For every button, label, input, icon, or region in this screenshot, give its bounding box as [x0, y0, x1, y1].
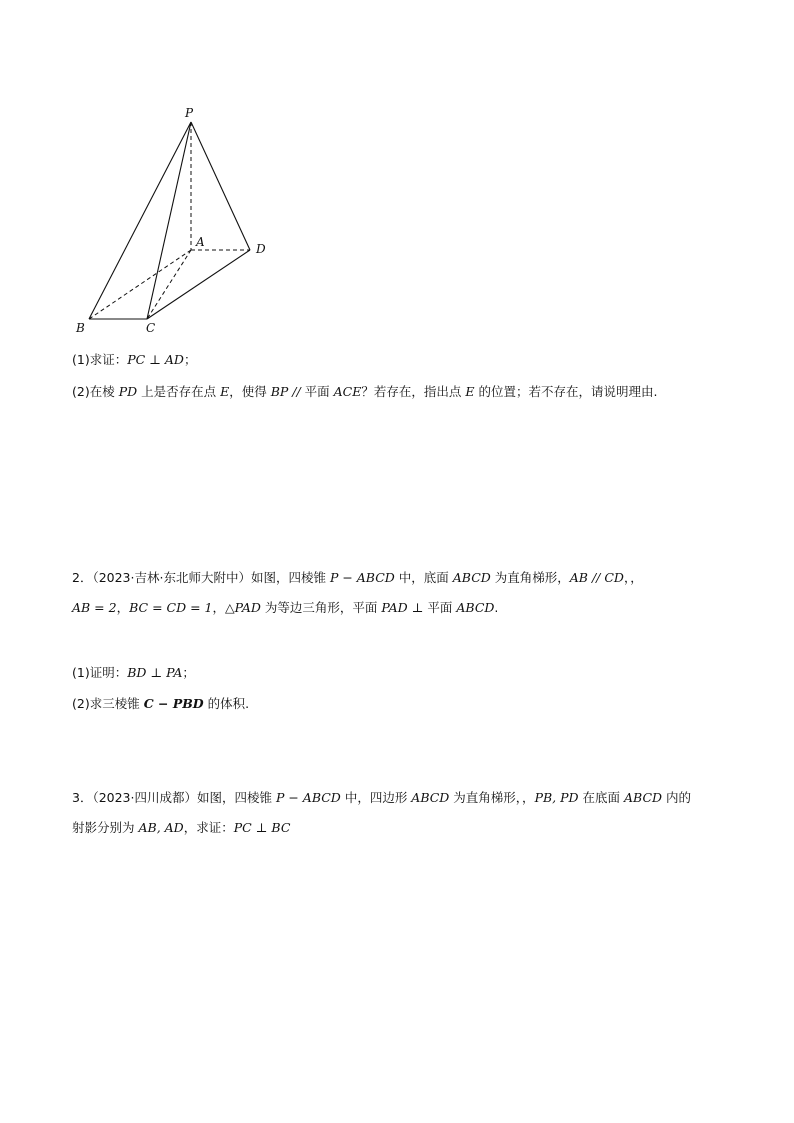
problem1-part2 [72, 384, 657, 400]
math: E [220, 384, 230, 399]
text: 的体积. [203, 696, 250, 711]
text: 平面 [427, 600, 457, 615]
text: 射影分别为 [72, 820, 139, 835]
math: BC = CD = 1 [129, 600, 213, 615]
text: (1)求证： [72, 352, 128, 367]
text: (2)求三棱锥 [72, 696, 144, 711]
math: ABCD [456, 600, 495, 615]
text: 在底面 [578, 790, 624, 805]
problem2-statement-line2 [72, 600, 498, 616]
text: ？若存在，指出点 [361, 384, 466, 399]
math: P − ABCD [275, 790, 341, 805]
edge-CD [147, 250, 250, 319]
problem2-part1 [72, 665, 195, 681]
math: C − PBD [143, 696, 204, 711]
text: ，求证： [183, 820, 234, 835]
math: PC ⊥ AD [127, 352, 184, 367]
math: ABCD [411, 790, 450, 805]
text: (1)证明： [72, 665, 128, 680]
math: △PAD [225, 600, 261, 615]
pyramid-figure [60, 100, 300, 345]
problem3-statement-line1 [72, 790, 691, 806]
text: 2．（2023·吉林·东北师大附中）如图，四棱锥 [72, 570, 330, 585]
text: . [494, 600, 499, 615]
label-P: P [185, 106, 194, 120]
label-D: D [256, 242, 266, 256]
math: AB, AD [138, 820, 184, 835]
pyramid-diagram [60, 100, 300, 345]
edge-PC [147, 122, 191, 319]
text: 的位置；若不存在，请说明理由. [474, 384, 658, 399]
math: ACE [333, 384, 362, 399]
text: ， [116, 600, 130, 615]
text: ，使得 [229, 384, 271, 399]
text: 上是否存在点 [137, 384, 221, 399]
edge-AC [147, 250, 191, 319]
math: PAD ⊥ [381, 600, 428, 615]
text: 平面 [304, 384, 334, 399]
math: ABCD [452, 570, 491, 585]
text: 内的 [662, 790, 692, 805]
label-B: B [76, 321, 85, 335]
text: 中，底面 [394, 570, 453, 585]
text: 为直角梯形，， [449, 790, 535, 805]
label-A: A [196, 235, 205, 249]
text: 3．（2023·四川成都）如图，四棱锥 [72, 790, 276, 805]
text: 中，四边形 [340, 790, 412, 805]
math: E [465, 384, 475, 399]
math: PC ⊥ BC [233, 820, 291, 835]
problem2-part2 [72, 696, 249, 712]
text: ， [212, 600, 225, 615]
label-C: C [146, 321, 156, 335]
math: AB = 2 [72, 600, 117, 615]
text: (2)在棱 [72, 384, 119, 399]
math: ABCD [624, 790, 663, 805]
text: ； [183, 352, 197, 367]
edge-PD [191, 122, 250, 250]
edge-PB [89, 122, 191, 319]
math: PB, PD [534, 790, 579, 805]
text: 为直角梯形， [490, 570, 570, 585]
math: PD [118, 384, 138, 399]
text: 为等边三角形，平面 [260, 600, 382, 615]
edge-AB [89, 250, 191, 319]
problem2-statement-line1 [72, 570, 643, 586]
math: BP // [270, 384, 305, 399]
problem3-statement-line2 [72, 820, 290, 836]
text: ，， [623, 570, 643, 585]
math: P − ABCD [329, 570, 395, 585]
math: AB // CD [569, 570, 624, 585]
math: BD ⊥ PA [127, 665, 183, 680]
text: ； [182, 665, 195, 680]
problem1-part1 [72, 352, 196, 368]
